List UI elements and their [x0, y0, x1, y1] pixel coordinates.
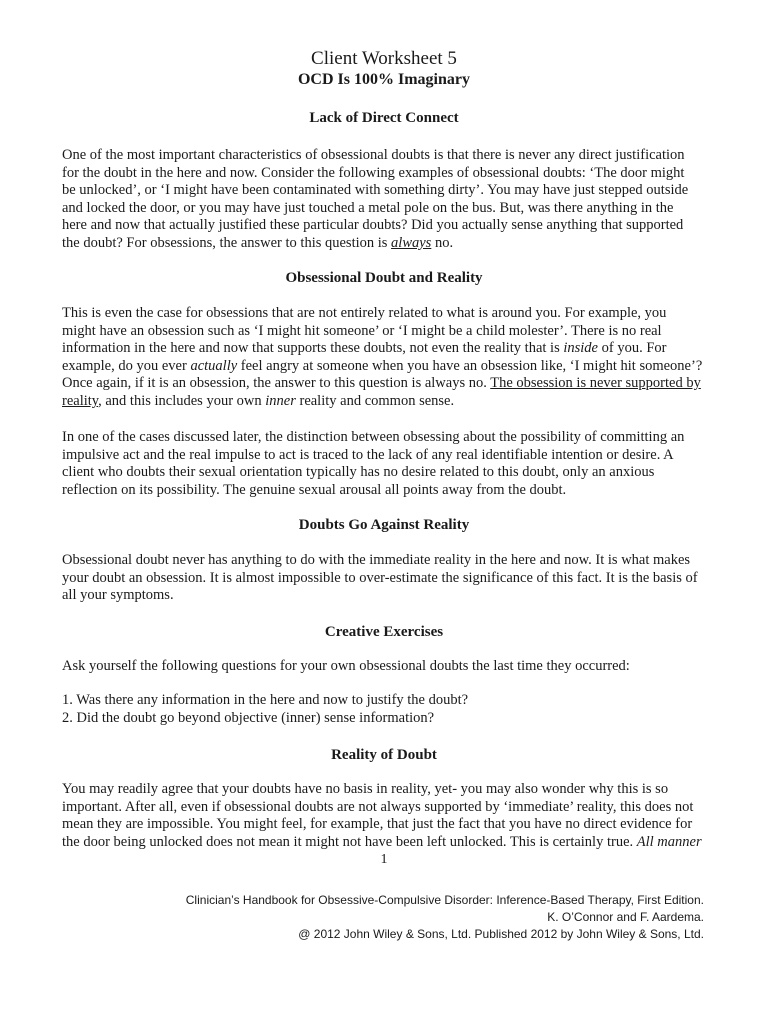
section-body-lack-of-direct-connect [62, 147, 710, 253]
emphasis-inside: inside [563, 340, 598, 357]
citation-footer [54, 892, 704, 943]
emphasis-inner: inner [265, 392, 296, 409]
exercise-question-list [62, 692, 710, 727]
paragraph-line: reflection on its possibility. The genuine sexual arousal all points away from the doubt. [62, 481, 567, 498]
page-number: 1 [380, 852, 388, 867]
paragraph-line: Ask yourself the following questions for your own obsessional doubts the last time they occurred: [62, 658, 630, 674]
paragraph-line: your doubt an obsession. It is almost impossible to over-estimate the significance of this fact. It is the basis of [62, 569, 698, 586]
paragraph-line: for the doubt in the here and now. Consider the following examples of obsessional doubts: ‘The door might [62, 164, 685, 181]
paragraph-line: might have an obsession such as ‘I might hit someone’ or ‘I might be a child molester’. There is no real [62, 322, 662, 339]
paragraph-line: here and now that actually justified these particular doubts? Did you actually sense anything that supported [62, 217, 684, 234]
text-run: reality and common sense. [295, 392, 455, 409]
emphasis-always: always [391, 234, 432, 251]
text-run: of you. For [598, 340, 667, 357]
paragraph-impulsive-act [62, 429, 710, 499]
text-run: , and this includes your own [98, 392, 266, 409]
worksheet-title: Client Worksheet 5 [311, 48, 457, 69]
section-heading-obsessional-doubt-and-reality: Obsessional Doubt and Reality [285, 270, 483, 286]
underlined-statement: reality [62, 392, 99, 409]
paragraph-line: impulsive act and the real impulse to act is traced to the lack of any real identifiable intention or desire. A [62, 446, 674, 463]
paragraph-line: mean they are impossible. You might feel, for example, that just the fact that you have no direct evidence for [62, 816, 693, 833]
paragraph-line [62, 358, 710, 376]
paragraph-line [62, 834, 710, 852]
paragraph-line: important. After all, even if obsessional doubts are not always supported by ‘immediate’ reality, this does not [62, 798, 694, 815]
section-body-creative-exercises [62, 658, 710, 676]
paragraph-line: This is even the case for obsessions that are not entirely related to what is around you. For example, you [62, 305, 667, 321]
paragraph-line [62, 235, 710, 253]
paragraph-line [62, 375, 710, 393]
paragraph-line: Obsessional doubt never has anything to do with the immediate reality in the here and now. It is what makes [62, 552, 691, 568]
list-item: 1. Was there any information in the here and now to justify the doubt? [62, 692, 469, 708]
section-heading-doubts-go-against-reality: Doubts Go Against Reality [298, 517, 470, 533]
footer-line: Clinician’s Handbook for Obsessive-Compulsive Disorder: Inference-Based Therapy, First Edition. [185, 893, 704, 907]
list-item: 2. Did the doubt go beyond objective (inner) sense information? [62, 709, 435, 726]
emphasis-actually: actually [190, 357, 238, 374]
text-run: information in the here and now that supports these doubts, not even the reality that is [62, 340, 564, 357]
text-run: the door being unlocked does not mean it might not have been left unlocked. This is certainly true. [62, 833, 637, 850]
text-run: feel angry at someone when you have an obsession like, ‘I might hit someone’? [237, 357, 703, 374]
paragraph-line: One of the most important characteristics of obsessional doubts is that there is never any direct justification [62, 147, 685, 163]
paragraph-line: You may readily agree that your doubts have no basis in reality, yet- you may also wonder why this is so [62, 781, 669, 797]
paragraph-line [62, 393, 710, 411]
paragraph-line: In one of the cases discussed later, the distinction between obsessing about the possibility of committing an [62, 429, 685, 445]
paragraph-line: all your symptoms. [62, 587, 174, 604]
section-body-doubts-go-against-reality [62, 552, 710, 605]
section-body-obsessional-doubt-and-reality [62, 305, 710, 411]
text-run: Once again, if it is an obsession, the answer to this question is always no. [62, 375, 491, 392]
emphasis-all-manner: All manner [636, 833, 702, 850]
section-body-reality-of-doubt [62, 781, 710, 851]
text-run: example, do you ever [62, 357, 191, 374]
section-heading-lack-of-direct-connect: Lack of Direct Connect [309, 110, 459, 126]
text-run: no. [431, 234, 454, 251]
text-run: the doubt? For obsessions, the answer to this question is [62, 234, 392, 251]
paragraph-line: and locked the door, or you may have just touched a metal pole on the bus. But, was there anything in the [62, 199, 674, 216]
paragraph-line: be unlocked’, or ‘I might have been contaminated with something dirty’. You may have just stepped outside [62, 182, 689, 199]
footer-line: K. O’Connor and F. Aardema. [547, 910, 704, 924]
footer-line: @ 2012 John Wiley & Sons, Ltd. Published 2012 by John Wiley & Sons, Ltd. [298, 927, 704, 941]
paragraph-line [62, 340, 710, 358]
underlined-statement: The obsession is never supported by [490, 375, 701, 392]
section-heading-creative-exercises: Creative Exercises [324, 624, 444, 640]
worksheet-subtitle: OCD Is 100% Imaginary [297, 71, 470, 88]
section-heading-reality-of-doubt: Reality of Doubt [331, 747, 437, 763]
paragraph-line: client who doubts their sexual orientation typically has no desire related to this doubt, only an anxious [62, 464, 655, 481]
